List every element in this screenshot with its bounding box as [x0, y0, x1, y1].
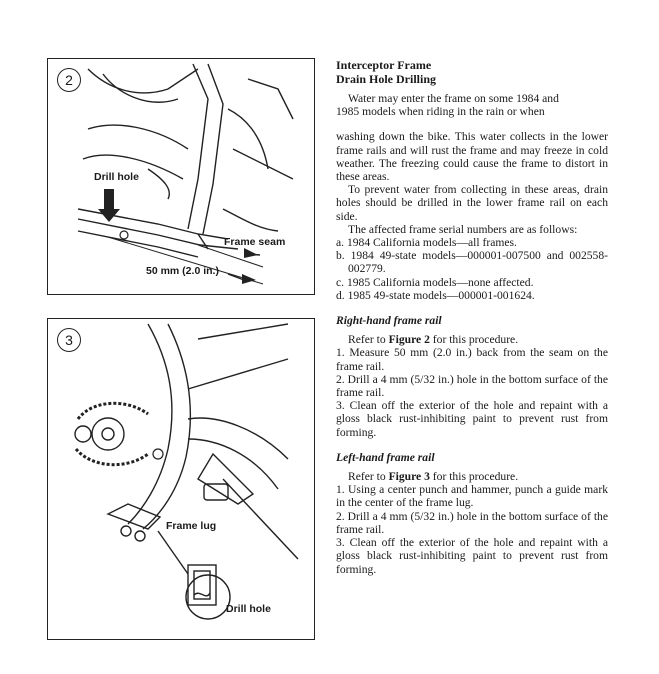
- right-step-2: 2. Drill a 4 mm (5/32 in.) hole in the bottom surface of the frame rail.: [336, 372, 608, 400]
- right-hand-refer: [336, 333, 608, 346]
- left-step-2: 2. Drill a 4 mm (5/32 in.) hole in the bottom surface of the frame rail.: [336, 509, 608, 536]
- figure-3-illustration: [48, 319, 314, 639]
- right-step-1: 1. Measure 50 mm (2.0 in.) back from the seam on the frame rail.: [336, 346, 608, 373]
- paragraph-4: The affected frame serial numbers are as follows:: [348, 222, 578, 236]
- paragraph-1-line-2: 1985 models when riding in the rain or when: [336, 105, 545, 119]
- serial-item-a: a. 1984 California models—all frames.: [336, 236, 517, 250]
- right-refer-prefix: Refer to: [348, 333, 389, 347]
- figure-2-illustration: [48, 59, 314, 294]
- frame-seam-callout: Frame seam: [224, 236, 286, 248]
- serial-item-d: d. 1985 49-state models—000001-001624.: [336, 288, 535, 302]
- paragraph-2: washing down the bike. This water collects in the lower frame rails and will rust the frame and may freeze in cold weather. The freezing could cause the frame to distort in these areas.: [336, 130, 608, 184]
- right-hand-heading: Right-hand frame rail: [336, 314, 442, 328]
- left-refer-figure: Figure 3: [388, 470, 430, 484]
- left-hand-refer: [336, 470, 608, 483]
- figure-3-number: 3: [57, 328, 81, 352]
- left-refer-suffix: for this procedure.: [429, 470, 519, 484]
- figure-2: [47, 58, 315, 295]
- serial-item-c: c. 1985 California models—none affected.: [336, 275, 534, 289]
- measurement-callout: 50 mm (2.0 in.): [146, 265, 219, 277]
- figure-3: [47, 318, 315, 640]
- frame-lug-callout: Frame lug: [166, 520, 217, 532]
- right-refer-figure: Figure 2: [388, 333, 430, 347]
- paragraph-1-line-1: Water may enter the frame on some 1984 and: [348, 92, 559, 105]
- article-text: [336, 58, 608, 576]
- left-hand-heading: Left-hand frame rail: [336, 450, 435, 464]
- article-title-line-2: Drain Hole Drilling: [336, 72, 436, 86]
- drill-hole-callout: Drill hole: [226, 603, 271, 615]
- left-step-3: 3. Clean off the exterior of the hole and repaint with a gloss black rust-inhibiting paint to prevent rust from forming.: [336, 536, 608, 576]
- paragraph-3: To prevent water from collecting in these areas, drain holes should be drilled in the lower frame rail on each side.: [336, 183, 608, 223]
- figure-2-number: 2: [57, 68, 81, 92]
- serial-item-b: b. 1984 49-state models—000001-007500 and 002558-002779.: [336, 249, 608, 276]
- right-step-3: 3. Clean off the exterior of the hole and repaint with a gloss black rust-inhibiting paint to prevent rust from forming.: [336, 399, 608, 439]
- left-refer-prefix: Refer to: [348, 470, 389, 484]
- drill-hole-callout: Drill hole: [94, 171, 139, 183]
- right-refer-suffix: for this procedure.: [429, 333, 519, 347]
- left-step-1: 1. Using a center punch and hammer, punch a guide mark in the center of the frame lug.: [336, 483, 608, 510]
- article-title-line-1: Interceptor Frame: [336, 58, 432, 72]
